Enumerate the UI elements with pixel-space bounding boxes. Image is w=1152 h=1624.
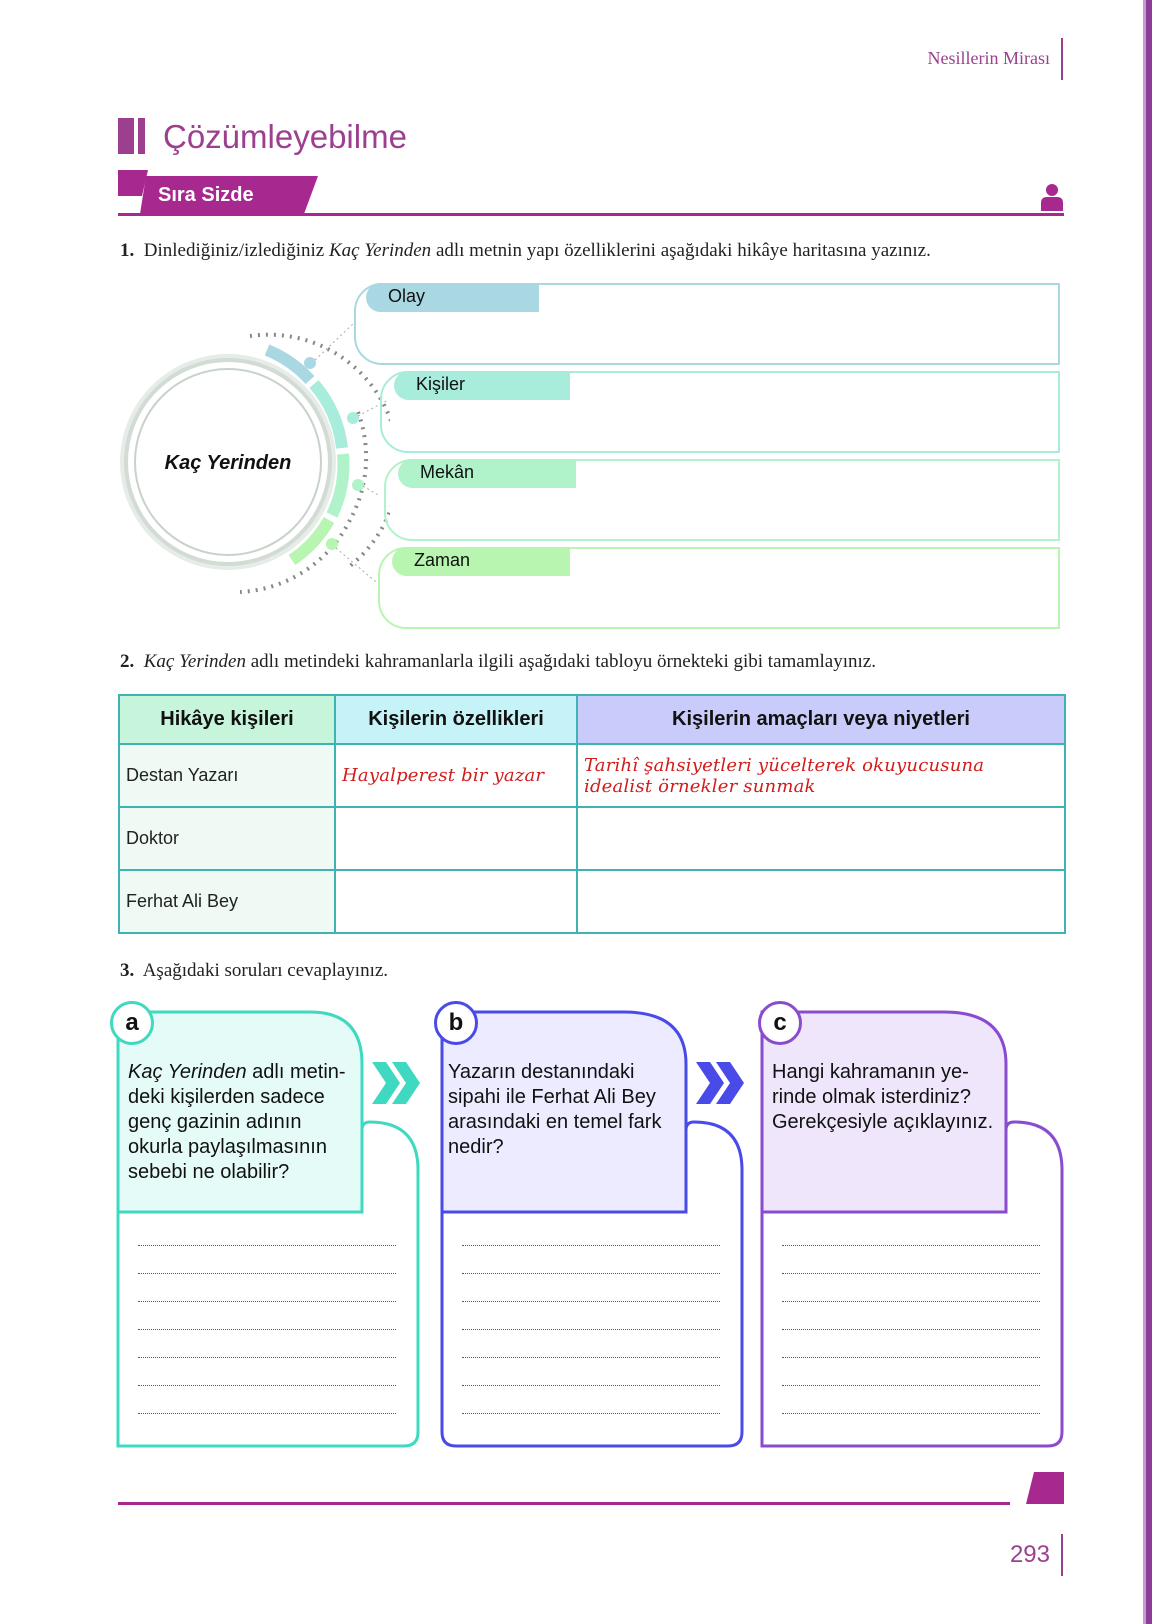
question-2: 2. Kaç Yerinden adlı metindeki kahramanlarla ilgili aşağıdaki tabloyu örnekteki gibi tamamlayınız. [120, 651, 876, 672]
map-tab-kisiler: Kişiler [394, 371, 570, 400]
character-goal[interactable]: Tarihî şahsiyetleri yücelterek okuyucusuna idealist örnekler sunmak [577, 744, 1065, 807]
running-head: Nesillerin Mirası [927, 48, 1050, 68]
title-marker-thin [138, 118, 145, 154]
answer-line[interactable] [462, 1385, 720, 1386]
header-goals: Kişilerin amaçları veya niyetleri [577, 695, 1065, 744]
answer-line[interactable] [782, 1357, 1040, 1358]
answer-line[interactable] [138, 1301, 396, 1302]
map-tab-olay: Olay [366, 283, 539, 312]
characters-table [118, 694, 1066, 934]
answer-line[interactable] [782, 1413, 1040, 1414]
section-title: Çözümleyebilme [163, 118, 407, 155]
answer-line[interactable] [138, 1273, 396, 1274]
arrow-icon-a-to-b [372, 1060, 422, 1106]
card-label-a: a [110, 1001, 154, 1045]
page-edge-bar [1146, 0, 1152, 1624]
answer-line[interactable] [782, 1273, 1040, 1274]
subsection-rule [118, 213, 1064, 216]
footer-rule [118, 1502, 1010, 1505]
answer-line[interactable] [462, 1301, 720, 1302]
question-1: 1. Dinlediğiniz/izlediğiniz Kaç Yerinden adlı metnin yapı özelliklerini aşağıdaki hikâye haritasına yazınız. [120, 240, 931, 261]
answer-line[interactable] [782, 1301, 1040, 1302]
card-label-c: c [758, 1001, 802, 1045]
subsection-title: Sıra Sizde [158, 184, 254, 206]
table-row [119, 807, 1065, 870]
arrow-icon-b-to-c [696, 1060, 746, 1106]
table-header-row [119, 695, 1065, 744]
answer-line[interactable] [138, 1245, 396, 1246]
answer-line[interactable] [138, 1385, 396, 1386]
card-question-b: Yazarın destanındaki sipahi ile Ferhat Ali Bey arasındaki en temel fark nedir? [448, 1061, 662, 1158]
answer-line[interactable] [782, 1245, 1040, 1246]
table-row [119, 744, 1065, 807]
character-trait[interactable]: Hayalperest bir yazar [335, 744, 577, 807]
question-3: 3. Aşağıdaki soruları cevaplayınız. [120, 960, 389, 981]
page-number-rule [1061, 1534, 1063, 1576]
character-goal[interactable] [577, 870, 1065, 933]
answer-line[interactable] [138, 1357, 396, 1358]
page-number: 293 [1009, 1541, 1050, 1568]
card-question-c: Hangi kahramanın ye-rinde olmak isterdiniz? Gerekçesiyle açıklayınız. [772, 1061, 994, 1133]
character-name: Doktor [119, 807, 335, 870]
character-goal[interactable] [577, 807, 1065, 870]
answer-line[interactable] [782, 1385, 1040, 1386]
card-label-b: b [434, 1001, 478, 1045]
card-question-a: Kaç Yerinden adlı metin-deki kişilerden sadece genç gazinin adının okurla paylaşılmasının sebebi ne olabilir? [128, 1061, 346, 1183]
answer-line[interactable] [782, 1329, 1040, 1330]
answer-line[interactable] [462, 1245, 720, 1246]
header-traits: Kişilerin özellikleri [335, 695, 577, 744]
answer-line[interactable] [462, 1357, 720, 1358]
table-row [119, 870, 1065, 933]
answer-line[interactable] [462, 1413, 720, 1414]
header-characters: Hikâye kişileri [119, 695, 335, 744]
student-icon [1041, 183, 1063, 211]
character-name: Ferhat Ali Bey [119, 870, 335, 933]
title-marker [118, 118, 134, 154]
footer-corner-block [1026, 1472, 1066, 1506]
story-map-center-label: Kaç Yerinden [164, 452, 292, 474]
running-head-rule [1061, 38, 1063, 80]
answer-line[interactable] [462, 1273, 720, 1274]
answer-line[interactable] [138, 1413, 396, 1414]
page-edge-bar-light [1143, 0, 1146, 1624]
map-tab-zaman: Zaman [392, 547, 570, 576]
answer-line[interactable] [138, 1329, 396, 1330]
character-name: Destan Yazarı [119, 744, 335, 807]
character-trait[interactable] [335, 870, 577, 933]
answer-line[interactable] [462, 1329, 720, 1330]
map-tab-mekan: Mekân [398, 459, 576, 488]
character-trait[interactable] [335, 807, 577, 870]
